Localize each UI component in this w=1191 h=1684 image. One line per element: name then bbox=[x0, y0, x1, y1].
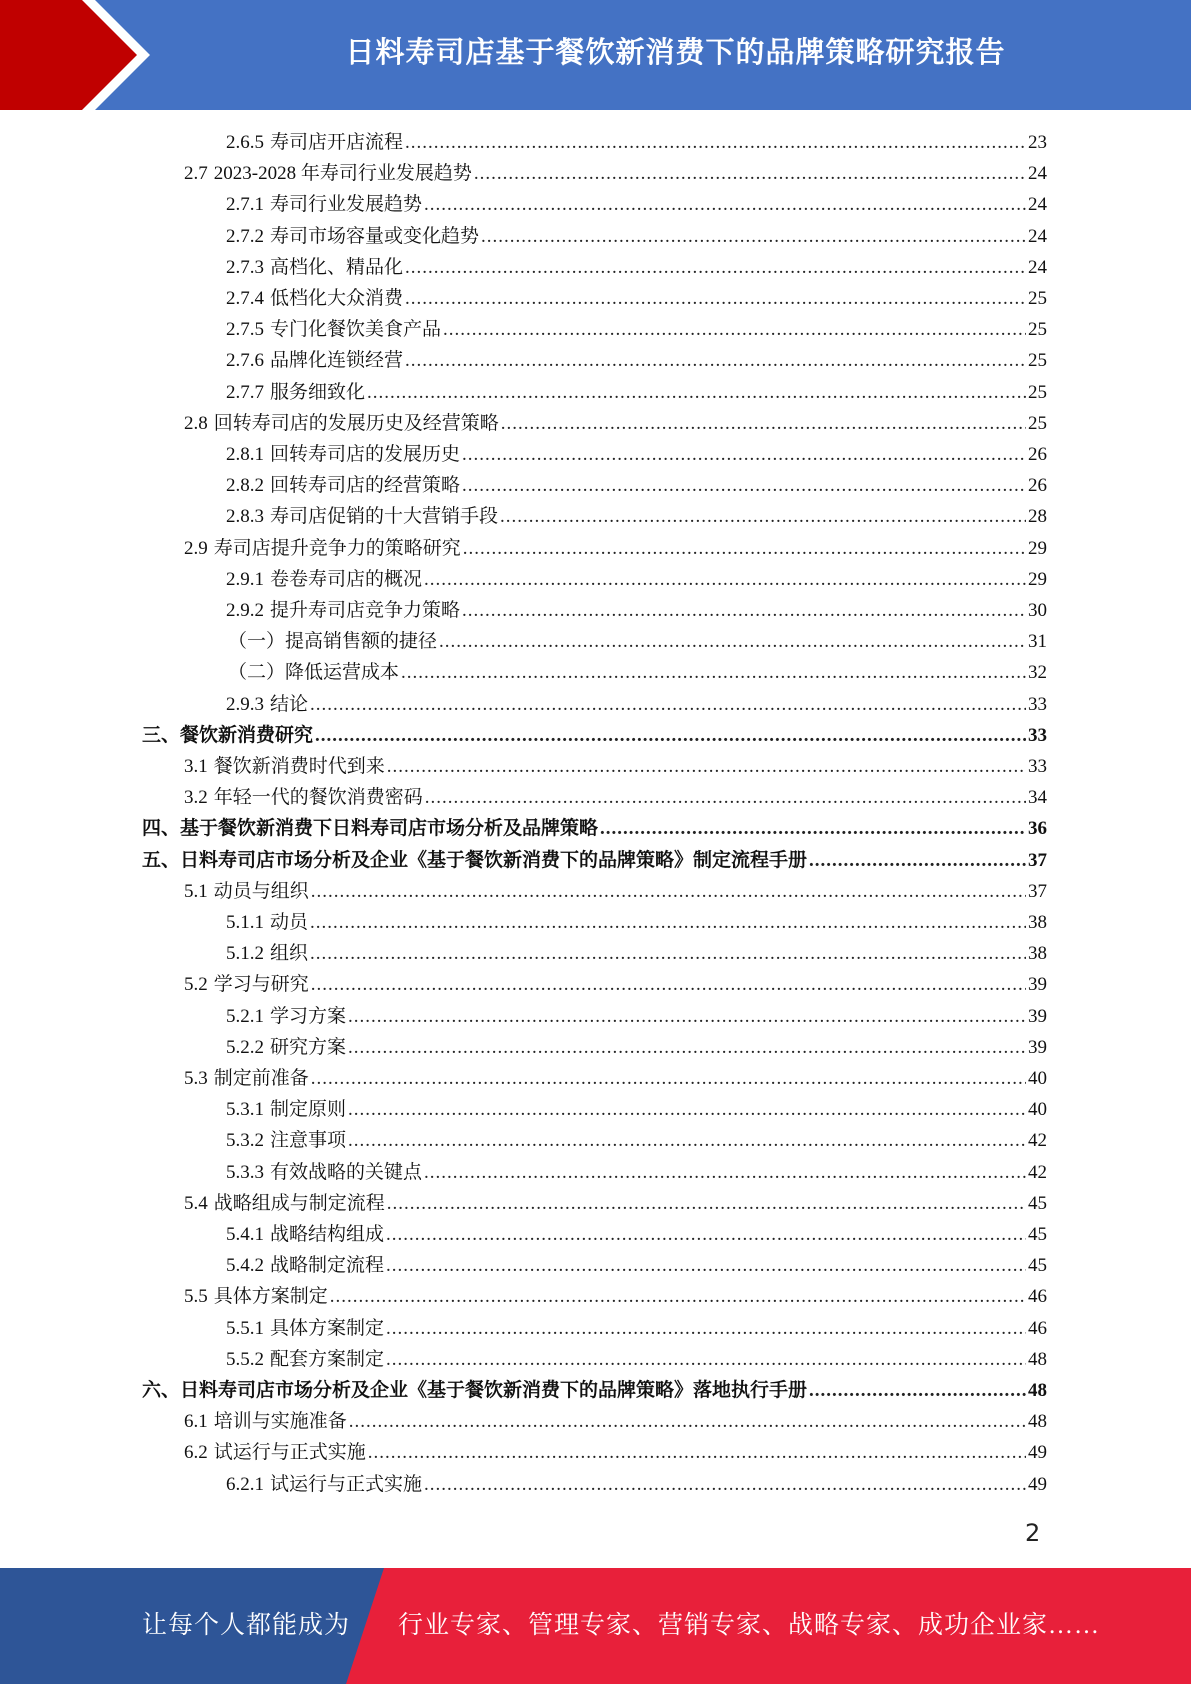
toc-entry-page: 40 bbox=[1028, 1068, 1047, 1089]
toc-dot-leader bbox=[387, 1188, 1026, 1219]
toc-dot-leader bbox=[474, 158, 1026, 189]
toc-entry-label: 六、日料寿司店市场分析及企业《基于餐饮新消费下的品牌策略》落地执行手册 bbox=[142, 1380, 808, 1401]
toc-entry-page: 39 bbox=[1028, 1037, 1047, 1058]
toc-entry-label: 培训与实施准备 bbox=[213, 1411, 347, 1432]
document-title: 日料寿司店基于餐饮新消费下的品牌策略研究报告 bbox=[345, 34, 1006, 69]
toc-entry-label: 2023-2028 年寿司行业发展趋势 bbox=[213, 163, 472, 184]
toc-entry-number: 5.4.1 bbox=[226, 1224, 264, 1245]
toc-entry-page: 33 bbox=[1028, 694, 1047, 715]
toc-entry-number: 5.2.1 bbox=[226, 1006, 264, 1027]
toc-dot-leader bbox=[348, 1032, 1026, 1063]
toc-entry-label: （一）提高销售额的捷径 bbox=[228, 631, 438, 652]
toc-entry[interactable] bbox=[184, 969, 1047, 1000]
toc-entry-number: 6.2.1 bbox=[226, 1474, 264, 1495]
toc-entry[interactable] bbox=[226, 907, 1047, 938]
toc-entry-label: 动员 bbox=[270, 912, 309, 933]
toc-entry-number: 2.9.1 bbox=[226, 569, 264, 590]
toc-dot-leader bbox=[348, 1125, 1026, 1156]
toc-entry[interactable] bbox=[226, 564, 1047, 595]
toc-entry[interactable] bbox=[226, 689, 1047, 720]
toc-entry-label: 组织 bbox=[270, 943, 309, 964]
toc-entry-label: 学习与研究 bbox=[213, 974, 309, 995]
toc-dot-leader bbox=[348, 1001, 1026, 1032]
toc-entry[interactable] bbox=[226, 189, 1047, 220]
toc-entry-label: 具体方案制定 bbox=[213, 1286, 328, 1307]
toc-entry-page: 42 bbox=[1028, 1162, 1047, 1183]
toc-dot-leader bbox=[367, 377, 1026, 408]
toc-dot-leader bbox=[310, 907, 1026, 938]
toc-entry[interactable] bbox=[226, 252, 1047, 283]
toc-dot-leader bbox=[809, 845, 1026, 876]
toc-entry-page: 49 bbox=[1028, 1474, 1047, 1495]
toc-entry-page: 48 bbox=[1028, 1411, 1047, 1432]
toc-entry[interactable] bbox=[142, 1375, 1047, 1406]
toc-entry-number: 2.8 bbox=[184, 413, 208, 434]
toc-dot-leader bbox=[405, 345, 1026, 376]
toc-dot-leader bbox=[315, 720, 1026, 751]
toc-dot-leader bbox=[310, 689, 1026, 720]
toc-entry-number: 5.5.1 bbox=[226, 1318, 264, 1339]
toc-entry-number: 6.1 bbox=[184, 1411, 208, 1432]
toc-entry-page: 45 bbox=[1028, 1193, 1047, 1214]
toc-entry-label: 试运行与正式实施 bbox=[213, 1442, 366, 1463]
toc-dot-leader bbox=[311, 876, 1026, 907]
toc-entry-label: 有效战略的关键点 bbox=[270, 1162, 423, 1183]
toc-entry[interactable] bbox=[184, 1063, 1047, 1094]
toc-entry[interactable] bbox=[228, 657, 1047, 688]
toc-entry-label: 服务细致化 bbox=[270, 382, 366, 403]
toc-entry-label: 年轻一代的餐饮消费密码 bbox=[213, 787, 423, 808]
toc-entry-label: 结论 bbox=[270, 694, 309, 715]
toc-entry-label: 高档化、精品化 bbox=[270, 257, 404, 278]
toc-entry-page: 49 bbox=[1028, 1442, 1047, 1463]
toc-entry[interactable] bbox=[226, 1219, 1047, 1250]
toc-entry-label: 战略结构组成 bbox=[270, 1224, 385, 1245]
toc-entry-page: 45 bbox=[1028, 1224, 1047, 1245]
toc-entry-number: 5.2.2 bbox=[226, 1037, 264, 1058]
toc-entry-label: 低档化大众消费 bbox=[270, 288, 404, 309]
toc-dot-leader bbox=[500, 501, 1026, 532]
toc-entry-label: 回转寿司店的发展历史 bbox=[270, 444, 461, 465]
toc-entry-page: 46 bbox=[1028, 1286, 1047, 1307]
toc-entry-page: 48 bbox=[1028, 1380, 1047, 1401]
toc-entry-label: 制定前准备 bbox=[213, 1068, 309, 1089]
toc-entry-number: 2.7.1 bbox=[226, 194, 264, 215]
toc-dot-leader bbox=[405, 127, 1026, 158]
toc-dot-leader bbox=[387, 751, 1026, 782]
toc-entry-number: 5.3.3 bbox=[226, 1162, 264, 1183]
toc-dot-leader bbox=[424, 189, 1026, 220]
toc-entry[interactable] bbox=[226, 314, 1047, 345]
toc-dot-leader bbox=[501, 408, 1026, 439]
toc-entry[interactable] bbox=[226, 1032, 1047, 1063]
toc-dot-leader bbox=[330, 1281, 1026, 1312]
toc-entry[interactable] bbox=[226, 439, 1047, 470]
toc-entry[interactable] bbox=[226, 1250, 1047, 1281]
toc-entry-label: 餐饮新消费时代到来 bbox=[213, 756, 385, 777]
toc-entry[interactable] bbox=[184, 158, 1047, 189]
toc-dot-leader bbox=[386, 1313, 1026, 1344]
toc-dot-leader bbox=[462, 470, 1026, 501]
toc-dot-leader bbox=[368, 1437, 1026, 1468]
toc-entry-page: 36 bbox=[1028, 818, 1047, 839]
toc-dot-leader bbox=[425, 782, 1026, 813]
toc-entry[interactable] bbox=[184, 751, 1047, 782]
toc-entry-number: 2.9.2 bbox=[226, 600, 264, 621]
toc-dot-leader bbox=[443, 314, 1026, 345]
toc-entry-number: 5.4.2 bbox=[226, 1255, 264, 1276]
toc-dot-leader bbox=[311, 1063, 1026, 1094]
toc-entry-label: 专门化餐饮美食产品 bbox=[270, 319, 442, 340]
toc-entry-label: 寿司市场容量或变化趋势 bbox=[270, 226, 480, 247]
toc-entry-page: 45 bbox=[1028, 1255, 1047, 1276]
toc-entry-page: 40 bbox=[1028, 1099, 1047, 1120]
toc-dot-leader bbox=[424, 564, 1026, 595]
toc-entry-label: （二）降低运营成本 bbox=[228, 662, 400, 683]
toc-entry[interactable] bbox=[226, 501, 1047, 532]
toc-entry[interactable] bbox=[226, 377, 1047, 408]
toc-entry-label: 学习方案 bbox=[270, 1006, 347, 1027]
toc-entry-page: 37 bbox=[1028, 850, 1047, 871]
toc-entry-number: 5.5.2 bbox=[226, 1349, 264, 1370]
toc-dot-leader bbox=[424, 1469, 1026, 1500]
toc-entry-page: 33 bbox=[1028, 756, 1047, 777]
toc-entry[interactable] bbox=[184, 533, 1047, 564]
toc-entry-number: 5.2 bbox=[184, 974, 208, 995]
toc-entry-page: 32 bbox=[1028, 662, 1047, 683]
toc-entry-number: 2.7.3 bbox=[226, 257, 264, 278]
toc-entry[interactable] bbox=[226, 127, 1047, 158]
toc-entry-number: 5.3 bbox=[184, 1068, 208, 1089]
toc-entry-page: 38 bbox=[1028, 912, 1047, 933]
toc-entry[interactable] bbox=[226, 1001, 1047, 1032]
toc-dot-leader bbox=[311, 969, 1026, 1000]
toc-entry-page: 48 bbox=[1028, 1349, 1047, 1370]
toc-entry-number: 5.1.2 bbox=[226, 943, 264, 964]
toc-dot-leader bbox=[310, 938, 1026, 969]
toc-entry-number: 6.2 bbox=[184, 1442, 208, 1463]
toc-entry-number: 2.9.3 bbox=[226, 694, 264, 715]
toc-entry-label: 寿司店促销的十大营销手段 bbox=[270, 506, 499, 527]
toc-entry-number: 2.7.7 bbox=[226, 382, 264, 403]
toc-entry-label: 战略制定流程 bbox=[270, 1255, 385, 1276]
toc-entry[interactable] bbox=[184, 1437, 1047, 1468]
toc-entry-label: 四、基于餐饮新消费下日料寿司店市场分析及品牌策略 bbox=[142, 818, 599, 839]
toc-entry-number: 2.7 bbox=[184, 163, 208, 184]
toc-entry-page: 29 bbox=[1028, 538, 1047, 559]
toc-entry-page: 25 bbox=[1028, 319, 1047, 340]
toc-dot-leader bbox=[405, 252, 1026, 283]
toc-entry[interactable] bbox=[226, 1344, 1047, 1375]
toc-entry[interactable] bbox=[226, 1469, 1047, 1500]
toc-entry-page: 30 bbox=[1028, 600, 1047, 621]
toc-dot-leader bbox=[348, 1094, 1026, 1125]
toc-entry-page: 23 bbox=[1028, 132, 1047, 153]
toc-entry-page: 46 bbox=[1028, 1318, 1047, 1339]
toc-entry-number: 2.6.5 bbox=[226, 132, 264, 153]
toc-entry-number: 2.8.2 bbox=[226, 475, 264, 496]
toc-entry-page: 39 bbox=[1028, 1006, 1047, 1027]
toc-entry-page: 29 bbox=[1028, 569, 1047, 590]
toc-dot-leader bbox=[424, 1157, 1026, 1188]
toc-entry-number: 2.7.4 bbox=[226, 288, 264, 309]
toc-entry[interactable] bbox=[226, 595, 1047, 626]
toc-entry-label: 五、日料寿司店市场分析及企业《基于餐饮新消费下的品牌策略》制定流程手册 bbox=[142, 850, 808, 871]
toc-entry-label: 品牌化连锁经营 bbox=[270, 350, 404, 371]
page-footer bbox=[0, 1568, 1191, 1684]
toc-entry-number: 2.8.1 bbox=[226, 444, 264, 465]
toc-entry-label: 战略组成与制定流程 bbox=[213, 1193, 385, 1214]
toc-entry[interactable] bbox=[184, 1281, 1047, 1312]
toc-entry-label: 注意事项 bbox=[270, 1130, 347, 1151]
toc-dot-leader bbox=[462, 595, 1026, 626]
toc-entry-label: 寿司店开店流程 bbox=[270, 132, 404, 153]
toc-entry[interactable] bbox=[142, 845, 1047, 876]
toc-entry[interactable] bbox=[226, 221, 1047, 252]
toc-dot-leader bbox=[462, 439, 1026, 470]
toc-entry-page: 31 bbox=[1028, 631, 1047, 652]
toc-entry-page: 38 bbox=[1028, 943, 1047, 964]
toc-entry-page: 26 bbox=[1028, 475, 1047, 496]
toc-entry-label: 配套方案制定 bbox=[270, 1349, 385, 1370]
toc-entry-number: 2.9 bbox=[184, 538, 208, 559]
toc-dot-leader bbox=[401, 657, 1026, 688]
toc-entry-label: 试运行与正式实施 bbox=[270, 1474, 423, 1495]
toc-entry-page: 25 bbox=[1028, 350, 1047, 371]
toc-entry-number: 3.2 bbox=[184, 787, 208, 808]
toc-dot-leader bbox=[405, 283, 1026, 314]
toc-dot-leader bbox=[600, 813, 1026, 844]
toc-entry[interactable] bbox=[228, 626, 1047, 657]
toc-dot-leader bbox=[349, 1406, 1026, 1437]
toc-dot-leader bbox=[386, 1344, 1026, 1375]
toc-entry-number: 3.1 bbox=[184, 756, 208, 777]
page-number: 2 bbox=[1025, 1519, 1041, 1547]
toc-entry[interactable] bbox=[226, 345, 1047, 376]
toc-entry-page: 28 bbox=[1028, 506, 1047, 527]
toc-entry-label: 研究方案 bbox=[270, 1037, 347, 1058]
toc-entry-label: 回转寿司店的发展历史及经营策略 bbox=[213, 413, 499, 434]
toc-entry-number: 2.7.6 bbox=[226, 350, 264, 371]
toc-entry-label: 具体方案制定 bbox=[270, 1318, 385, 1339]
footer-slogan-right: 行业专家、管理专家、营销专家、战略专家、成功企业家…… bbox=[398, 1612, 1101, 1639]
toc-entry-number: 5.1 bbox=[184, 881, 208, 902]
toc-entry[interactable] bbox=[142, 813, 1047, 844]
toc-entry-page: 24 bbox=[1028, 226, 1047, 247]
toc-entry-page: 33 bbox=[1028, 725, 1047, 746]
toc-entry[interactable] bbox=[226, 938, 1047, 969]
toc-entry-page: 25 bbox=[1028, 413, 1047, 434]
toc-entry[interactable] bbox=[142, 720, 1047, 751]
toc-entry-label: 三、餐饮新消费研究 bbox=[142, 725, 314, 746]
toc-entry[interactable] bbox=[226, 283, 1047, 314]
toc-dot-leader bbox=[386, 1250, 1026, 1281]
toc-entry-label: 寿司店提升竞争力的策略研究 bbox=[213, 538, 461, 559]
toc-entry-number: 5.4 bbox=[184, 1193, 208, 1214]
toc-entry-number: 5.1.1 bbox=[226, 912, 264, 933]
toc-dot-leader bbox=[386, 1219, 1026, 1250]
toc-dot-leader bbox=[481, 221, 1026, 252]
page-header bbox=[0, 0, 1191, 110]
toc-entry-number: 2.7.2 bbox=[226, 226, 264, 247]
toc-entry-page: 24 bbox=[1028, 163, 1047, 184]
toc-entry-number: 5.3.1 bbox=[226, 1099, 264, 1120]
toc-entry-number: 5.5 bbox=[184, 1286, 208, 1307]
toc-entry[interactable] bbox=[226, 1094, 1047, 1125]
toc-entry-page: 24 bbox=[1028, 194, 1047, 215]
toc-dot-leader bbox=[809, 1375, 1026, 1406]
toc-entry-number: 2.7.5 bbox=[226, 319, 264, 340]
toc-entry-page: 34 bbox=[1028, 787, 1047, 808]
toc-entry-label: 提升寿司店竞争力策略 bbox=[270, 600, 461, 621]
toc-entry-page: 24 bbox=[1028, 257, 1047, 278]
toc-entry[interactable] bbox=[226, 1313, 1047, 1344]
toc-entry[interactable] bbox=[184, 1406, 1047, 1437]
toc-dot-leader bbox=[439, 626, 1026, 657]
toc-entry-page: 39 bbox=[1028, 974, 1047, 995]
footer-slogan-left: 让每个人都能成为 bbox=[142, 1612, 351, 1639]
toc-entry-number: 2.8.3 bbox=[226, 506, 264, 527]
toc-entry[interactable] bbox=[226, 1157, 1047, 1188]
toc-entry-label: 制定原则 bbox=[270, 1099, 347, 1120]
toc-entry[interactable] bbox=[184, 876, 1047, 907]
toc-entry-label: 寿司行业发展趋势 bbox=[270, 194, 423, 215]
toc-entry-page: 37 bbox=[1028, 881, 1047, 902]
toc-entry[interactable] bbox=[226, 1125, 1047, 1156]
toc-entry-label: 动员与组织 bbox=[213, 881, 309, 902]
toc-entry[interactable] bbox=[226, 470, 1047, 501]
toc-entry-number: 5.3.2 bbox=[226, 1130, 264, 1151]
toc-entry[interactable] bbox=[184, 1188, 1047, 1219]
toc-entry-label: 卷卷寿司店的概况 bbox=[270, 569, 423, 590]
toc-entry-label: 回转寿司店的经营策略 bbox=[270, 475, 461, 496]
toc-entry-page: 42 bbox=[1028, 1130, 1047, 1151]
toc-entry[interactable] bbox=[184, 782, 1047, 813]
toc-entry-page: 25 bbox=[1028, 288, 1047, 309]
toc-entry-page: 26 bbox=[1028, 444, 1047, 465]
toc-entry-page: 25 bbox=[1028, 382, 1047, 403]
toc-dot-leader bbox=[463, 533, 1026, 564]
toc-entry[interactable] bbox=[184, 408, 1047, 439]
